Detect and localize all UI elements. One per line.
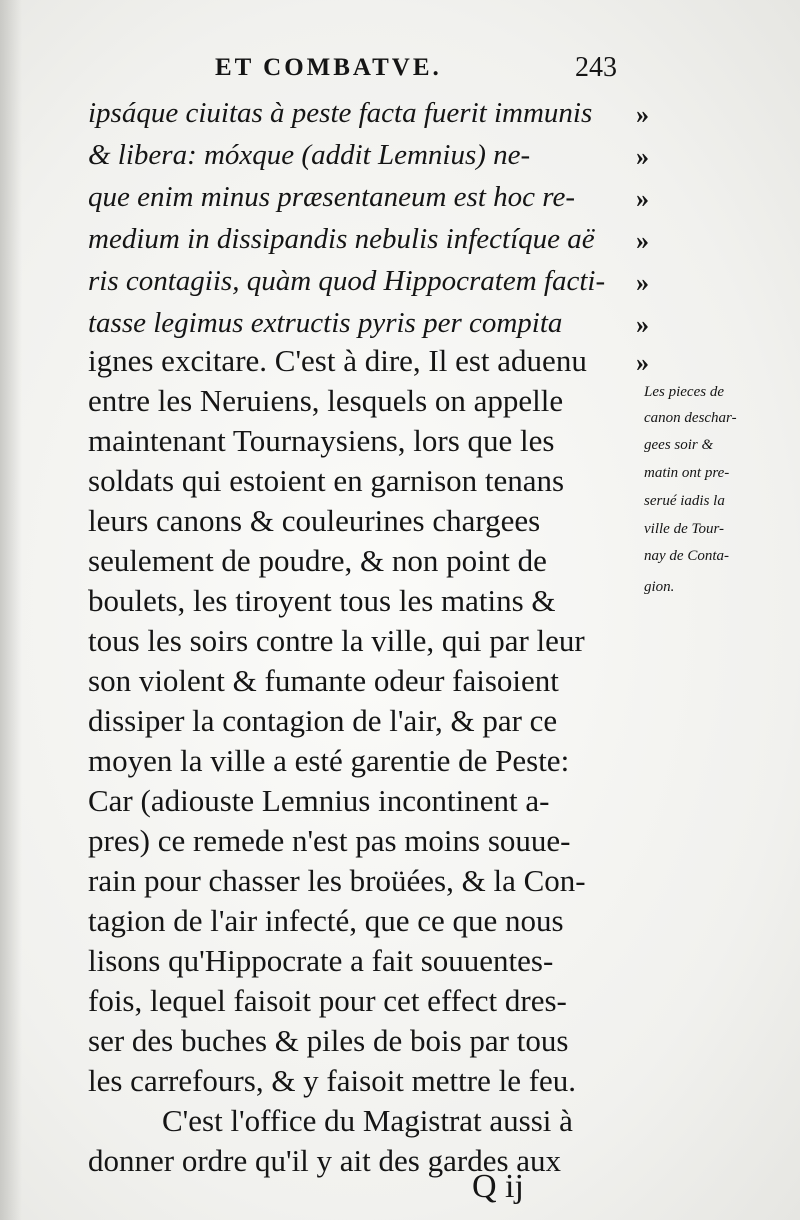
body-line: soldats qui estoient en garnison tenans <box>88 463 565 498</box>
running-title: ET COMBATVE. <box>215 54 442 81</box>
body-line: fois, lequel faisoit pour cet effect dres- <box>88 983 567 1018</box>
quote-mark: » <box>636 100 649 129</box>
body-line: entre les Neruiens, lesquels on appelle <box>88 383 564 418</box>
quote-mark: » <box>636 310 649 339</box>
body-line: maintenant Tournaysiens, lors que les <box>88 423 555 458</box>
page-number: 243 <box>575 52 617 83</box>
body-line: donner ordre qu'il y ait des gardes aux <box>88 1143 562 1178</box>
body-line: dissiper la contagion de l'air, & par ce <box>88 703 558 738</box>
quote-mark: » <box>636 226 649 255</box>
marginal-note-line: nay de Conta- <box>644 548 729 564</box>
body-line: ignes excitare. C'est à dire, Il est aduenu <box>88 343 587 378</box>
body-line: que enim minus præsentaneum est hoc re- <box>88 181 576 213</box>
body-line: tasse legimus extructis pyris per compita <box>88 307 563 339</box>
body-line: moyen la ville a esté garentie de Peste: <box>88 743 570 778</box>
body-line: pres) ce remede n'est pas moins souue- <box>88 823 571 858</box>
body-line: lisons qu'Hippocrate a fait souuentes- <box>88 943 554 978</box>
body-line: les carrefours, & y faisoit mettre le feu. <box>88 1063 577 1098</box>
quote-mark: » <box>636 348 649 377</box>
body-line: son violent & fumante odeur faisoient <box>88 663 559 698</box>
marginal-note-line: canon deschar- <box>644 410 737 426</box>
body-line: & libera: móxque (addit Lemnius) ne- <box>88 139 531 171</box>
body-line: ris contagiis, quàm quod Hippocratem facti- <box>88 265 606 297</box>
marginal-note-line: matin ont pre- <box>644 465 730 481</box>
body-line: boulets, les tiroyent tous les matins & <box>88 583 556 618</box>
body-line: Car (adiouste Lemnius incontinent a- <box>88 783 550 818</box>
body-line: tous les soirs contre la ville, qui par leur <box>88 623 585 658</box>
marginal-note-line: Les pieces de <box>644 384 724 400</box>
body-line: medium in dissipandis nebulis infectíque aë <box>88 223 595 255</box>
quote-mark: » <box>636 268 649 297</box>
body-line: ipsáque ciuitas à peste facta fuerit immunis <box>88 97 593 129</box>
marginal-note-line: ville de Tour- <box>644 521 724 537</box>
body-line: rain pour chasser les broüées, & la Con- <box>88 863 586 898</box>
marginal-note-line: gion. <box>644 579 675 595</box>
marginal-note-line: gees soir & <box>644 437 714 453</box>
marginal-note-line: serué iadis la <box>644 493 725 509</box>
body-line: seulement de poudre, & non point de <box>88 543 547 578</box>
body-line-paragraph-start: C'est l'office du Magistrat aussi à <box>162 1103 573 1138</box>
body-line: tagion de l'air infecté, que ce que nous <box>88 903 564 938</box>
quote-mark: » <box>636 184 649 213</box>
quote-mark: » <box>636 142 649 171</box>
gutter-shadow <box>0 0 22 1220</box>
body-line: leurs canons & couleurines chargees <box>88 503 541 538</box>
signature-catchword: Q ij <box>472 1168 524 1205</box>
body-line: ser des buches & piles de bois par tous <box>88 1023 569 1058</box>
